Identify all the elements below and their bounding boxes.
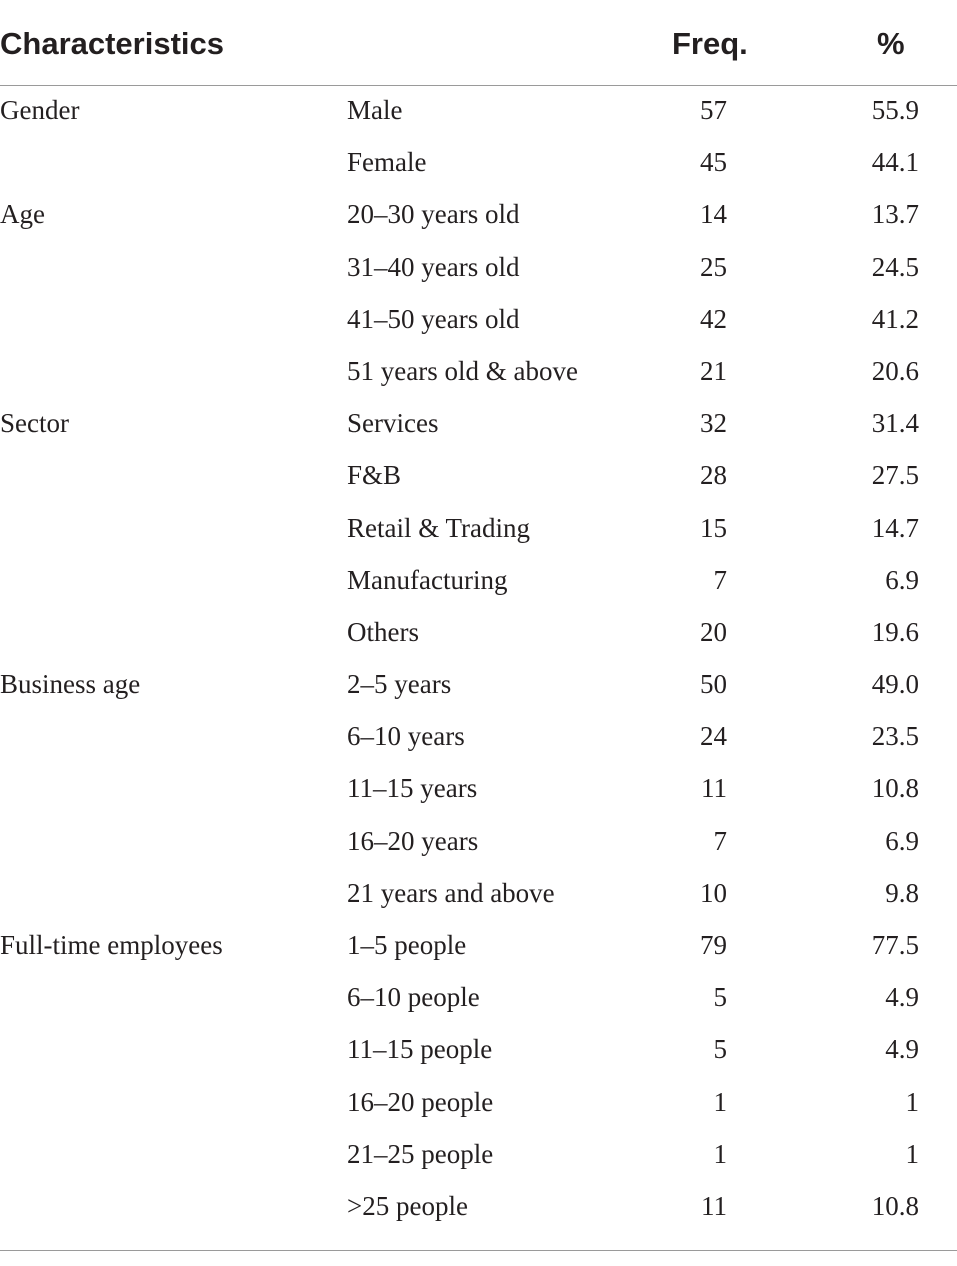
- row-category-label: 6–10 years: [347, 721, 465, 752]
- row-group-label: Business age: [0, 669, 141, 700]
- row-category-label: 16–20 people: [347, 1086, 494, 1117]
- header-freq: Freq.: [672, 26, 748, 61]
- row-frequency: 7: [713, 564, 727, 595]
- table-row: [0, 190, 957, 242]
- header-percent: %: [877, 26, 905, 61]
- row-frequency: 42: [700, 303, 727, 334]
- row-frequency: 14: [700, 199, 727, 230]
- table-row: [0, 817, 957, 869]
- table-row: [0, 243, 957, 295]
- table-row: [0, 347, 957, 399]
- row-group-label: Sector: [0, 408, 69, 439]
- row-percent: 10.8: [871, 1190, 919, 1221]
- row-frequency: 1: [713, 1138, 727, 1169]
- row-percent: 19.6: [871, 616, 919, 647]
- row-frequency: 11: [701, 1190, 727, 1221]
- row-group-label: Full-time employees: [0, 930, 223, 960]
- table-row: [0, 1182, 957, 1234]
- row-frequency: 50: [700, 669, 727, 700]
- row-frequency: 20: [700, 616, 727, 647]
- table-body: [0, 86, 957, 1234]
- row-frequency: 79: [700, 930, 727, 960]
- row-category-label: 11–15 years: [347, 773, 478, 804]
- row-percent: 4.9: [885, 982, 919, 1013]
- row-category-label: 41–50 years old: [347, 303, 520, 334]
- row-category-label: 2–5 years: [347, 669, 452, 700]
- row-frequency: 7: [713, 825, 727, 856]
- table-row: [0, 921, 957, 973]
- row-percent: 6.9: [885, 825, 919, 856]
- table-header: [0, 0, 957, 86]
- row-frequency: 11: [701, 773, 727, 804]
- row-frequency: 5: [713, 1034, 727, 1065]
- row-percent: 4.9: [885, 1034, 919, 1065]
- row-percent: 23.5: [871, 721, 919, 752]
- row-group-label: Gender: [0, 95, 80, 125]
- table-row: [0, 869, 957, 921]
- table-row: [0, 712, 957, 764]
- row-percent: 49.0: [871, 669, 919, 700]
- row-category-label: Male: [347, 95, 403, 125]
- row-percent: 55.9: [871, 95, 919, 125]
- row-percent: 31.4: [871, 408, 919, 439]
- row-category-label: 51 years old & above: [347, 355, 578, 386]
- table-row: [0, 295, 957, 347]
- row-frequency: 5: [713, 982, 727, 1013]
- header-characteristics: Characteristics: [0, 26, 225, 61]
- table-row: [0, 556, 957, 608]
- row-percent: 6.9: [885, 564, 919, 595]
- row-frequency: 45: [700, 147, 727, 178]
- table-row: [0, 399, 957, 451]
- table-row: [0, 764, 957, 816]
- row-frequency: 25: [700, 251, 727, 282]
- row-percent: 41.2: [871, 303, 919, 334]
- row-percent: 10.8: [871, 773, 919, 804]
- row-frequency: 10: [700, 877, 727, 908]
- table-row: [0, 1025, 957, 1077]
- table-row: [0, 138, 957, 190]
- table-row: [0, 1130, 957, 1182]
- row-category-label: >25 people: [347, 1190, 468, 1221]
- table-row: [0, 973, 957, 1025]
- row-percent: 77.5: [871, 930, 919, 960]
- row-percent: 1: [905, 1138, 919, 1169]
- table-row: [0, 504, 957, 556]
- row-percent: 20.6: [871, 355, 919, 386]
- row-category-label: 16–20 years: [347, 825, 479, 856]
- row-frequency: 32: [700, 408, 727, 439]
- row-percent: 27.5: [871, 460, 919, 491]
- row-frequency: 28: [700, 460, 727, 491]
- row-frequency: 21: [700, 355, 727, 386]
- row-category-label: Services: [347, 408, 439, 439]
- table-row: [0, 86, 957, 138]
- row-frequency: 15: [700, 512, 727, 543]
- row-category-label: Retail & Trading: [347, 512, 531, 543]
- bottom-rule: [0, 1250, 957, 1251]
- table-row: [0, 1078, 957, 1130]
- row-percent: 9.8: [885, 877, 919, 908]
- row-percent: 13.7: [871, 199, 919, 230]
- row-category-label: 21–25 people: [347, 1138, 494, 1169]
- row-category-label: 1–5 people: [347, 930, 467, 960]
- row-category-label: 6–10 people: [347, 982, 480, 1013]
- row-category-label: Female: [347, 147, 427, 178]
- row-category-label: Manufacturing: [347, 564, 508, 595]
- row-group-label: Age: [0, 199, 45, 230]
- table-row: [0, 451, 957, 503]
- row-category-label: F&B: [347, 460, 402, 491]
- row-frequency: 57: [700, 95, 727, 125]
- row-category-label: Others: [347, 616, 419, 647]
- row-category-label: 11–15 people: [347, 1034, 493, 1065]
- table-row: [0, 660, 957, 712]
- row-category-label: 20–30 years old: [347, 199, 520, 230]
- row-frequency: 24: [700, 721, 727, 752]
- row-category-label: 21 years and above: [347, 877, 555, 908]
- row-frequency: 1: [713, 1086, 727, 1117]
- table-row: [0, 608, 957, 660]
- row-percent: 1: [905, 1086, 919, 1117]
- row-category-label: 31–40 years old: [347, 251, 520, 282]
- row-percent: 44.1: [871, 147, 919, 178]
- row-percent: 14.7: [871, 512, 919, 543]
- row-percent: 24.5: [871, 251, 919, 282]
